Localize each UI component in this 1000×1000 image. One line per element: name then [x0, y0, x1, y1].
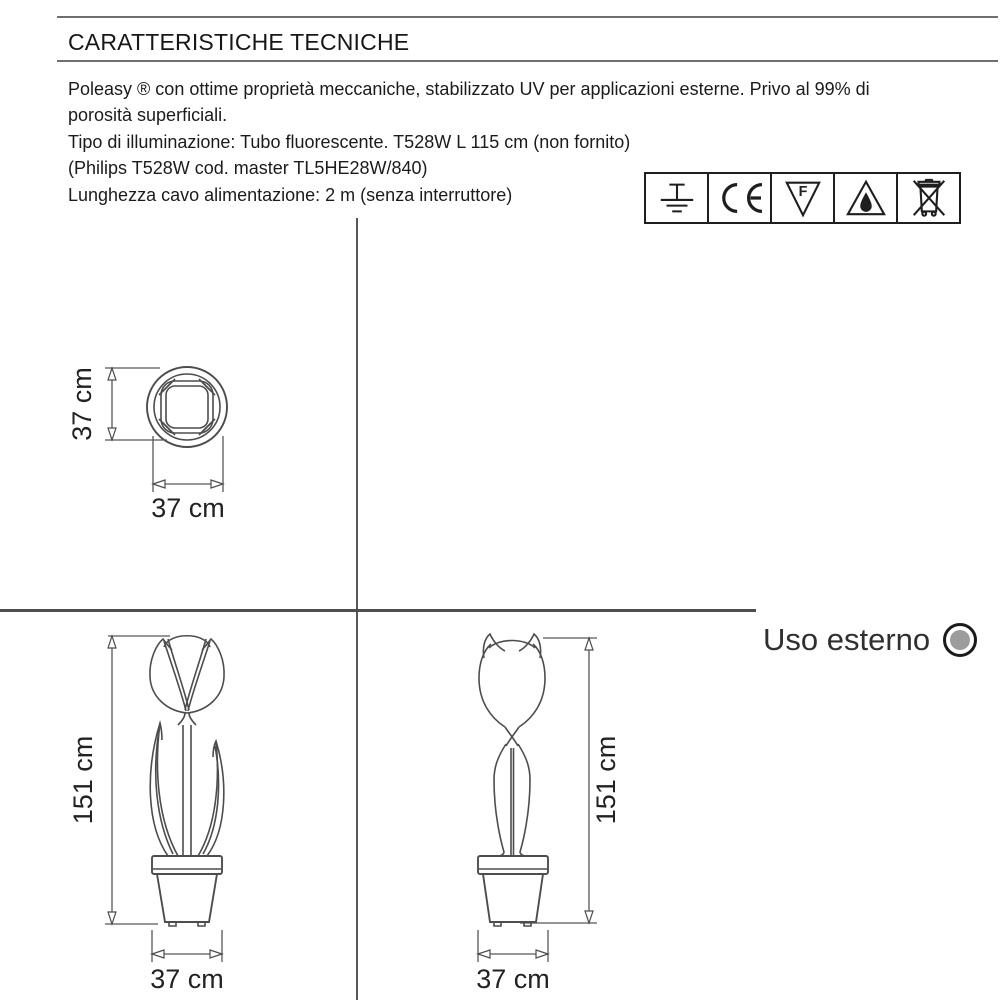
cert-cell — [646, 174, 707, 222]
pot-top-view-outline — [147, 367, 227, 447]
weee-crossed-bin-icon — [906, 177, 952, 219]
description-line: porosità superficiali. — [68, 105, 228, 126]
top-rule — [57, 16, 998, 18]
outdoor-use-icon-dot — [950, 630, 970, 650]
horizontal-divider — [0, 609, 756, 612]
water-drop-triangle-icon — [843, 177, 889, 219]
lamp-left-height-label: 151 cm — [68, 735, 98, 825]
description-line: Lunghezza cavo alimentazione: 2 m (senza interruttore) — [68, 184, 513, 205]
cert-cell — [707, 174, 770, 222]
lamp-left-pot-outline — [152, 856, 222, 926]
lamp-right-width-label: 37 cm — [476, 964, 550, 994]
cert-cell — [770, 174, 833, 222]
lamp-right-height-label: 151 cm — [591, 735, 621, 825]
tulip-flower-outline — [150, 636, 224, 856]
cert-cell — [896, 174, 959, 222]
description-line: Poleasy ® con ottime proprietà meccaniche, stabilizzato UV per applicazioni esterne. Privo al 99% di — [68, 79, 870, 99]
earth-ground-icon — [654, 177, 700, 219]
title-underline-rule — [57, 60, 998, 62]
outdoor-use-icon — [943, 623, 977, 657]
f-mark-icon — [780, 177, 826, 219]
top-view-width-label: 37 cm — [151, 493, 225, 523]
top-view-height-label: 37 cm — [67, 367, 97, 441]
pot-top-view-drawing — [55, 350, 290, 525]
tulip-bud-outline — [479, 634, 545, 856]
ce-mark-icon — [715, 177, 765, 219]
description-line: Tipo di illuminazione: Tubo fluorescente. T528W L 115 cm (non fornito) — [68, 131, 631, 152]
f-mark-letter: F — [798, 184, 807, 201]
cert-cell — [833, 174, 896, 222]
lamp-left-width-label: 37 cm — [150, 964, 224, 994]
page-title: CARATTERISTICHE TECNICHE — [68, 29, 410, 55]
tulip-lamp-bare-drawing — [425, 622, 675, 1000]
lamp-right-pot-outline — [478, 856, 548, 926]
outdoor-use-label: Uso esterno — [763, 622, 931, 657]
certification-icons-box — [644, 172, 961, 224]
outdoor-use-badge — [763, 620, 977, 660]
tulip-lamp-with-leaves-drawing — [55, 622, 305, 1000]
description-line: (Philips T528W cod. master TL5HE28W/840) — [68, 158, 428, 179]
